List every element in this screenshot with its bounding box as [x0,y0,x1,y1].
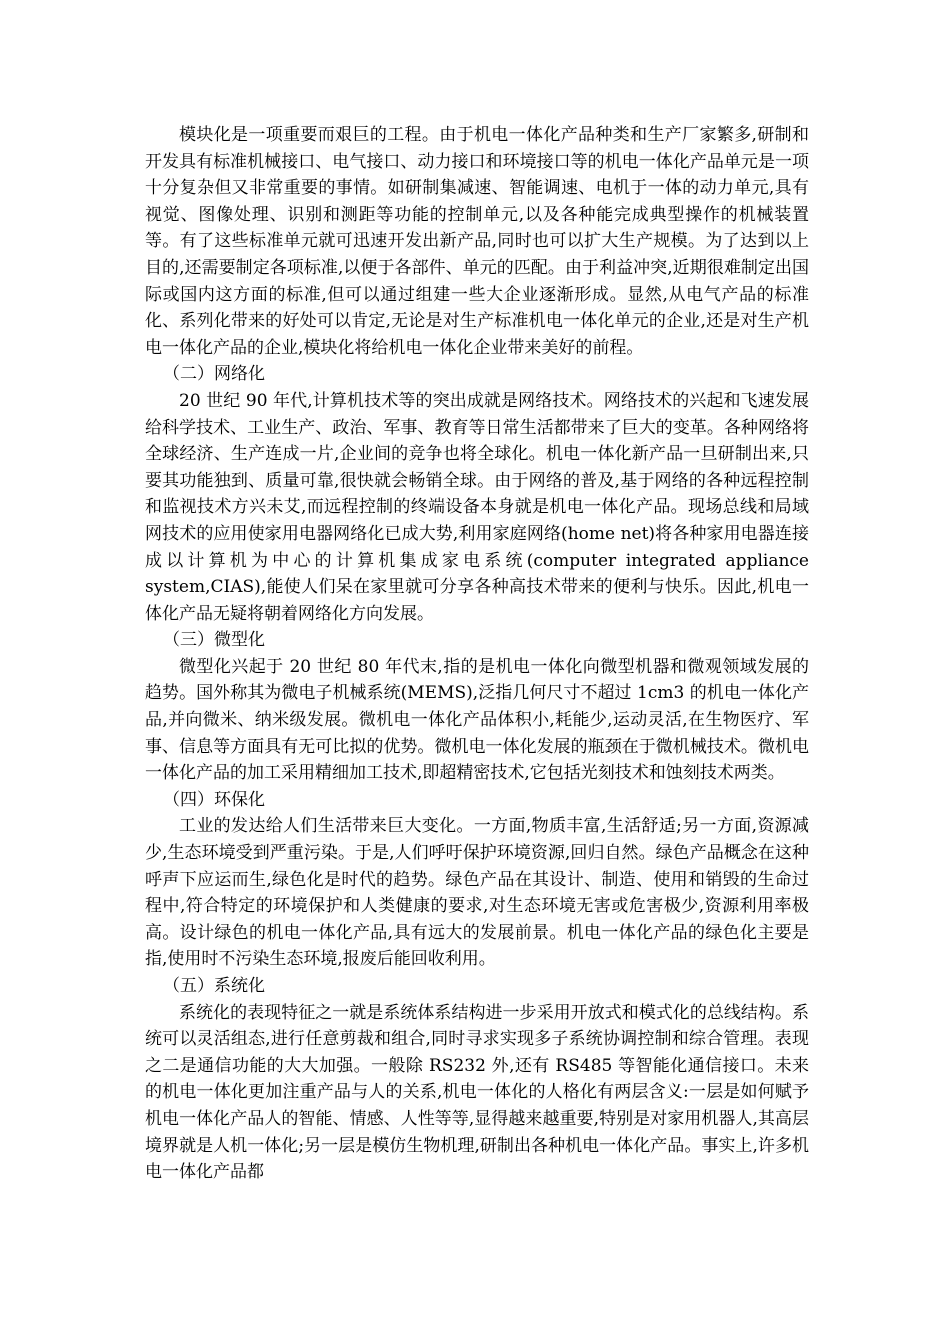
heading-systematization: （五）系统化 [163,976,265,996]
heading-miniaturization: （三）微型化 [163,630,265,651]
paragraph-systematization: 系统化的表现特征之一就是系统体系结构进一步采用开放式和模式化的总线结构。系统可以灵活组态,进行任意剪裁和组合,同时寻求实现多子系统协调控制和综合管理。表现之二是通信功能的大大加强。一般除 RS232 外,还有 RS485 等智能化通信接口。未来的机电一体化更加注重产品与人的关系,机电一体化的人格化有两层含义:一层是如何赋予机电一体化产品人的智能、情感、人性等等,显得越来越重要,特别是对家用机器人,其高层境界就是人机一体化;另一层是模仿生物机理,研制出各种机电一体化产品。事实上,许多机电一体化产品都 [145,1002,809,1183]
heading-environmental: （四）环保化 [163,789,265,810]
document-body [145,122,809,1186]
paragraph-modularization: 模块化是一项重要而艰巨的工程。由于机电一体化产品种类和生产厂家繁多,研制和开发具有标准机械接口、电气接口、动力接口和环境接口等的机电一体化产品单元是一项十分复杂但又非常重要的事情。如研制集减速、智能调速、电机于一体的动力单元,具有视觉、图像处理、识别和测距等功能的控制单元,以及各种能完成典型操作的机械装置等。有了这些标准单元就可迅速开发出新产品,同时也可以扩大生产规模。为了达到以上目的,还需要制定各项标准,以便于各部件、单元的匹配。由于利益冲突,近期很难制定出国际或国内这方面的标准,但可以通过组建一些大企业逐渐形成。显然,从电气产品的标准化、系列化带来的好处可以肯定,无论是对生产标准机电一体化单元的企业,还是对生产机电一体化产品的企业,模块化将给机电一体化企业带来美好的前程。 [145,125,809,358]
heading-networking: （二）网络化 [163,364,265,385]
paragraph-networking: 20 世纪 90 年代,计算机技术等的突出成就是网络技术。网络技术的兴起和飞速发展给科学技术、工业生产、政治、军事、教育等日常生活都带来了巨大的变革。各种网络将全球经济、生产连成一片,企业间的竞争也将全球化。机电一体化新产品一旦研制出来,只要其功能独到、质量可靠,很快就会畅销全球。由于网络的普及,基于网络的各种远程控制和监视技术方兴未艾,而远程控制的终端设备本身就是机电一体化产品。现场总线和局域网技术的应用使家用电器网络化已成大势,利用家庭网络(home net)将各种家用电器连接成以计算机为中心的计算机集成家电系统(computer integrated appliance system,CIAS),能使人们呆在家里就可分享各种高技术带来的便利与快乐。因此,机电一体化产品无疑将朝着网络化方向发展。 [145,390,809,624]
paragraph-miniaturization: 微型化兴起于 20 世纪 80 年代末,指的是机电一体化向微型机器和微观领域发展的趋势。国外称其为微电子机械系统(MEMS),泛指几何尺寸不超过 1cm3 的机电一体化产品,并向微米、纳米级发展。微机电一体化产品体积小,耗能少,运动灵活,在生物医疗、军事、信息等方面具有无可比拟的优势。微机电一体化发展的瓶颈在于微机械技术。微机电一体化产品的加工采用精细加工技术,即超精密技术,它包括光刻技术和蚀刻技术两类。 [145,656,809,784]
paragraph-environmental: 工业的发达给人们生活带来巨大变化。一方面,物质丰富,生活舒适;另一方面,资源减少,生态环境受到严重污染。于是,人们呼吁保护环境资源,回归自然。绿色产品概念在这种呼声下应运而生,绿色化是时代的趋势。绿色产品在其设计、制造、使用和销毁的生命过程中,符合特定的环境保护和人类健康的要求,对生态环境无害或危害极少,资源利用率极高。设计绿色的机电一体化产品,具有远大的发展前景。机电一体化产品的绿色化主要是指,使用时不污染生态环境,报废后能回收利用。 [145,816,809,970]
